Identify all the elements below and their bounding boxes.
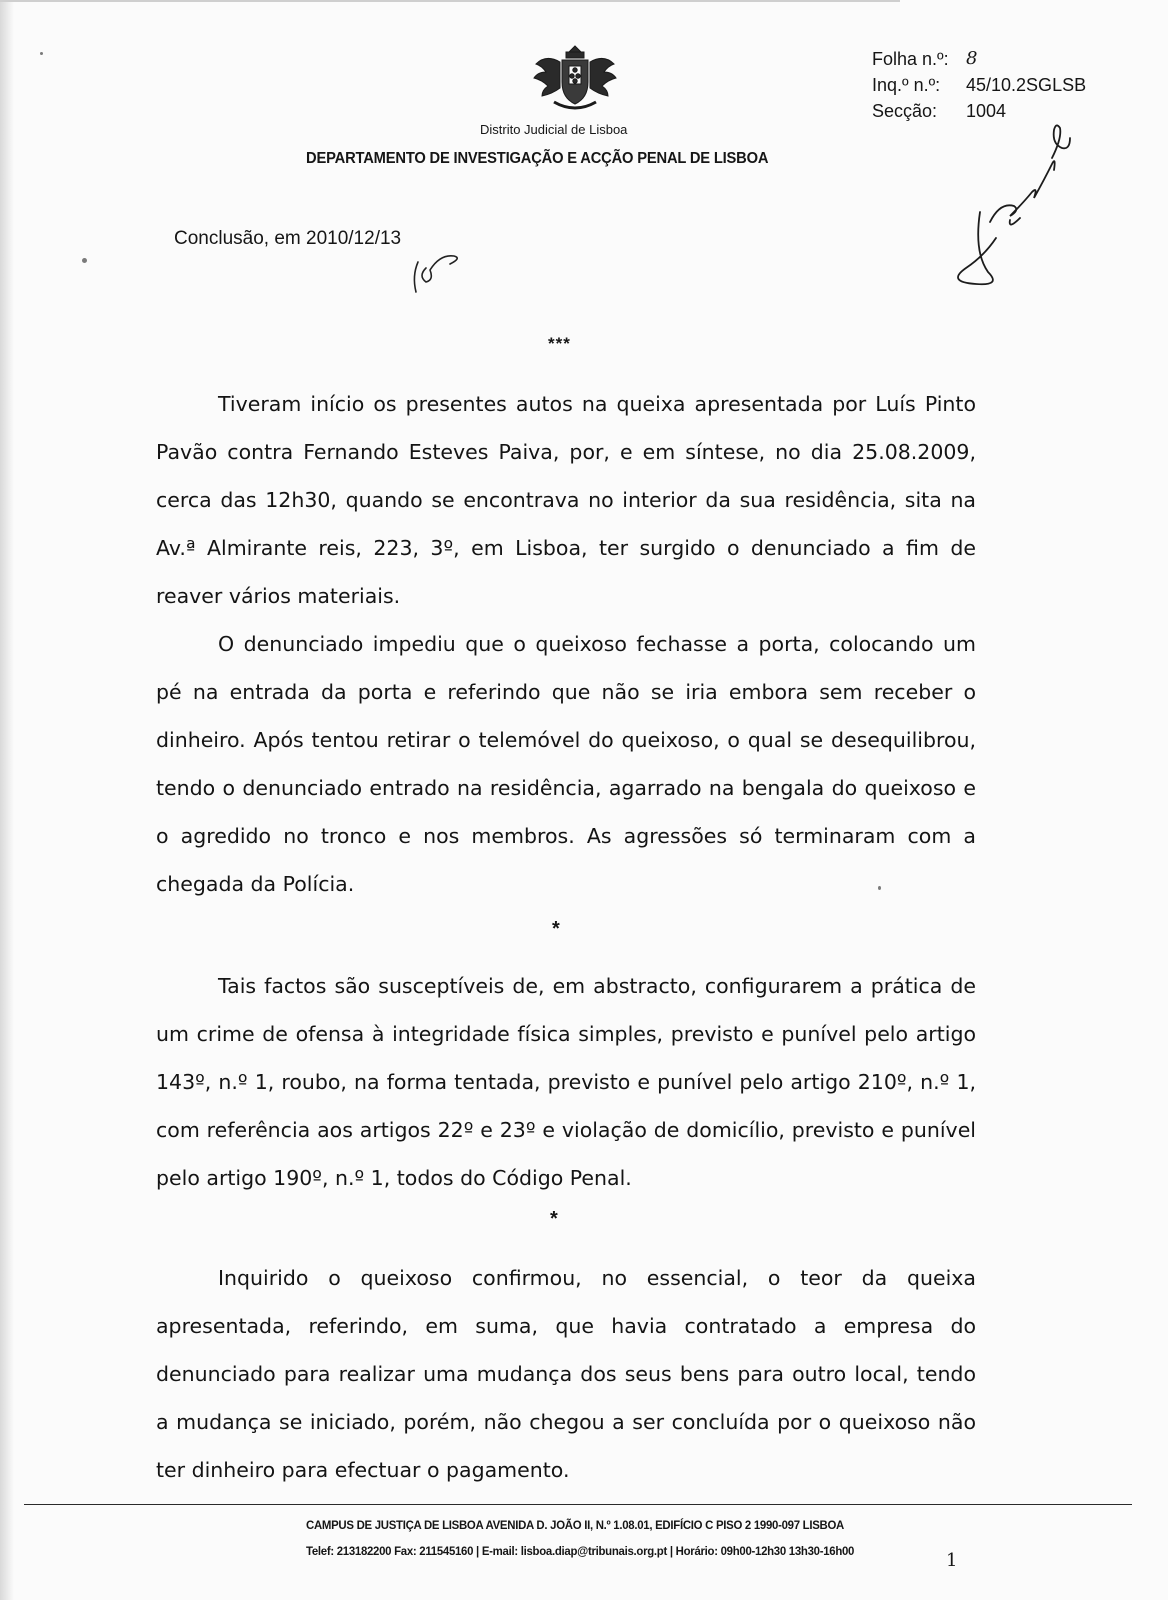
footer-contacts: Telef: 213182200 Fax: 211545160 | E-mail: lisboa.diap@tribunais.org.pt | Horário: 09h00-12h30 13h30-16h00 (306, 1544, 855, 1558)
paragraph: Tais factos são susceptíveis de, em abstracto, configurarem a prática de um crime de ofensa à integridade física simples, previsto e punível pelo artigo 143º, n.º 1, roubo, na forma tentada, previsto e punível pelo artigo 210º, n.º 1, com referência aos artigos 22º e 23º e violação de domicílio, previsto e punível pelo artigo 190º, n.º 1, todos do Código Penal. (156, 974, 976, 1190)
paragraph-1-block (156, 380, 976, 620)
scan-speck (82, 258, 87, 263)
top-edge-line (0, 0, 900, 2)
paragraph-4-block (156, 1254, 976, 1494)
footer-address: CAMPUS DE JUSTIÇA DE LISBOA AVENIDA D. JOÃO II, N.º 1.08.01, EDIFÍCIO C PISO 2 1990-097 LISBOA (306, 1518, 845, 1532)
paragraph: Tiveram início os presentes autos na queixa apresentada por Luís Pinto Pavão contra Fernando Esteves Paiva, por, e em síntese, no dia 25.08.2009, cerca das 12h30, quando se encontrava no interior da sua residência, sita na Av.ª Almirante reis, 223, 3º, em Lisboa, ter surgido o denunciado a fim de reaver vários materiais. (156, 392, 976, 608)
handwritten-signature-icon (940, 112, 1090, 292)
page-edge-shadow (0, 0, 14, 1600)
department-name: DEPARTAMENTO DE INVESTIGAÇÃO E ACÇÃO PENAL DE LISBOA (306, 150, 769, 167)
paragraph: O denunciado impediu que o queixoso fechasse a porta, colocando um pé na entrada da porta e referindo que não se iria embora sem receber o dinheiro. Após tentou retirar o telemóvel do queixoso, o qual se desequilibrou, tendo o denunciado entrado na residência, agarrado na bengala do queixoso e o agredido no tronco e nos membros. As agressões só terminaram com a chegada da Polícia. (156, 632, 976, 896)
handwritten-initial-icon (404, 248, 474, 298)
separator-asterisk: * (550, 1208, 558, 1230)
scan-speck (878, 886, 881, 890)
footer-rule (24, 1504, 1132, 1505)
scan-speck (40, 52, 43, 55)
inquerito-value: 45/10.2SGLSB (966, 75, 1087, 95)
conclusion-date: Conclusão, em 2010/12/13 (174, 228, 402, 249)
folha-label: Folha n.º: (872, 49, 949, 69)
folha-value: 8 (966, 48, 978, 69)
paragraph: Inquirido o queixoso confirmou, no essencial, o teor da queixa apresentada, referindo, em suma, que havia contratado a empresa do denunciado para realizar uma mudança dos seus bens para outro local, tendo a mudança se iniciado, porém, não chegou a ser concluída por o queixoso não ter dinheiro para efectuar o pagamento. (156, 1266, 976, 1482)
inquerito-label: Inq.º n.º: (872, 75, 941, 95)
seccao-label: Secção: (872, 101, 938, 121)
section-separator: *** (548, 334, 571, 353)
page-number: 1 (946, 1550, 958, 1571)
separator-asterisk: * (552, 918, 560, 940)
folha-row (872, 46, 1086, 72)
inquerito-row (872, 72, 1086, 98)
district-name: Distrito Judicial de Lisboa (480, 122, 628, 137)
paragraph-2-block (156, 620, 976, 908)
paragraph-3-block (156, 962, 976, 1202)
seccao-value: 1004 (966, 101, 1007, 121)
coat-of-arms-icon (528, 40, 622, 112)
